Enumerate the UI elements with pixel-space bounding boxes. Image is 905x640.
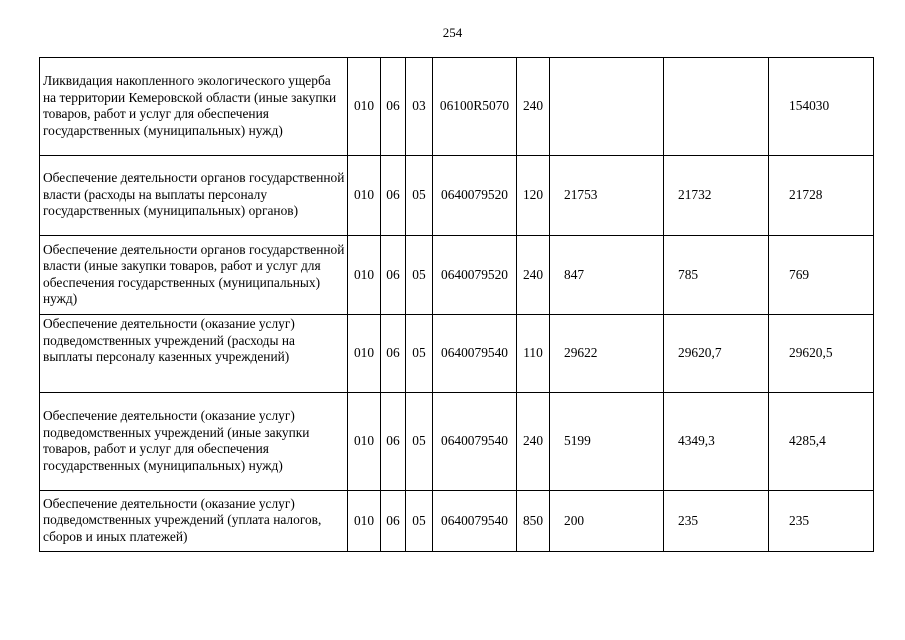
expense-type-code: 850 [517, 491, 550, 552]
target-article-code: 0640079520 [433, 156, 517, 236]
expense-type-code: 110 [517, 315, 550, 393]
amount-year-3: 154030 [769, 58, 874, 156]
target-article-code: 0640079540 [433, 491, 517, 552]
amount-year-1: 5199 [550, 393, 664, 491]
budget-table [39, 57, 874, 552]
section-code: 06 [381, 58, 406, 156]
table-row [40, 315, 874, 393]
amount-year-1 [550, 58, 664, 156]
subsection-code: 05 [406, 393, 433, 491]
amount-year-2: 4349,3 [664, 393, 769, 491]
table-row [40, 58, 874, 156]
target-article-code: 0640079520 [433, 236, 517, 315]
amount-year-3: 29620,5 [769, 315, 874, 393]
expense-type-code: 240 [517, 393, 550, 491]
expense-type-code: 240 [517, 58, 550, 156]
amount-year-3: 4285,4 [769, 393, 874, 491]
amount-year-1: 200 [550, 491, 664, 552]
section-code: 06 [381, 491, 406, 552]
section-code: 06 [381, 236, 406, 315]
ministry-code: 010 [348, 315, 381, 393]
target-article-code: 0640079540 [433, 315, 517, 393]
row-description: Обеспечение деятельности органов государственной власти (расходы на выплаты персоналу государственных (муниципальных) органов) [40, 156, 348, 236]
page-number: 254 [442, 25, 463, 40]
amount-year-3: 769 [769, 236, 874, 315]
ministry-code: 010 [348, 236, 381, 315]
amount-year-1: 29622 [550, 315, 664, 393]
subsection-code: 05 [406, 315, 433, 393]
expense-type-code: 240 [517, 236, 550, 315]
section-code: 06 [381, 393, 406, 491]
amount-year-1: 21753 [550, 156, 664, 236]
amount-year-2 [664, 58, 769, 156]
target-article-code: 0640079540 [433, 393, 517, 491]
amount-year-3: 235 [769, 491, 874, 552]
amount-year-2: 785 [664, 236, 769, 315]
subsection-code: 05 [406, 156, 433, 236]
table-row [40, 491, 874, 552]
amount-year-2: 235 [664, 491, 769, 552]
target-article-code: 06100R5070 [433, 58, 517, 156]
table-row [40, 156, 874, 236]
row-description: Обеспечение деятельности (оказание услуг) подведомственных учреждений (расходы на выплаты персоналу казенных учреждений) [40, 315, 348, 393]
table-row [40, 236, 874, 315]
row-description: Обеспечение деятельности (оказание услуг) подведомственных учреждений (иные закупки товаров, работ и услуг для обеспечения государственных (муниципальных) нужд) [40, 393, 348, 491]
table-row [40, 393, 874, 491]
row-description: Обеспечение деятельности органов государственной власти (иные закупки товаров, работ и услуг для обеспечения государственных (муниципальных) нужд) [40, 236, 348, 315]
amount-year-1: 847 [550, 236, 664, 315]
amount-year-3: 21728 [769, 156, 874, 236]
row-description: Обеспечение деятельности (оказание услуг) подведомственных учреждений (уплата налогов, сборов и иных платежей) [40, 491, 348, 552]
ministry-code: 010 [348, 491, 381, 552]
ministry-code: 010 [348, 58, 381, 156]
expense-type-code: 120 [517, 156, 550, 236]
ministry-code: 010 [348, 393, 381, 491]
subsection-code: 05 [406, 491, 433, 552]
section-code: 06 [381, 315, 406, 393]
amount-year-2: 21732 [664, 156, 769, 236]
subsection-code: 05 [406, 236, 433, 315]
section-code: 06 [381, 156, 406, 236]
amount-year-2: 29620,7 [664, 315, 769, 393]
row-description: Ликвидация накопленного экологического ущерба на территории Кемеровской области (иные закупки товаров, работ и услуг для обеспечения государственных (муниципальных) нужд) [40, 58, 348, 156]
ministry-code: 010 [348, 156, 381, 236]
subsection-code: 03 [406, 58, 433, 156]
